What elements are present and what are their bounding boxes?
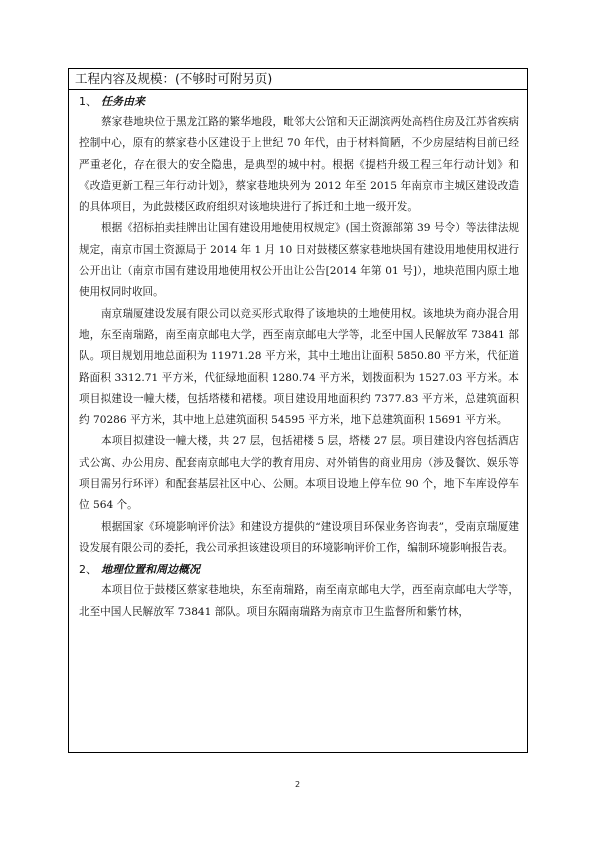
- paragraph: 蔡家巷地块位于黑龙江路的繁华地段，毗邻大公馆和天正湖滨两处高档住房及江苏省疾病控制中心，原有的蔡家巷小区建设于上世纪 70 年代，由于材料简陋，不少房屋结构目前已经严重老化，存在很大的安全隐患，是典型的城中村。根据《提档升级工程三年行动计划》和《改造更新工程三年行动计划》，蔡家巷地块列为 2012 年至 2015 年南京市主城区建设改造的具体项目，为此鼓楼区政府组织对该地块进行了拆迁和土地一级开发。: [79, 116, 519, 214]
- section-1-number: 1、: [79, 95, 97, 108]
- paragraph: 根据国家《环境影响评价法》和建设方提供的“建设项目环保业务咨询表”，受南京瑞厦建设发展有限公司的委托，我公司承担该建设项目的环境影响评价工作，编制环境影响报告表。: [79, 520, 519, 554]
- page-number: 2: [294, 780, 301, 789]
- paragraph: 本项目位于鼓楼区蔡家巷地块，东至南瑞路，南至南京邮电大学，西至南京邮电大学等，北至中国人民解放军 73841 部队。项目东隔南瑞路为南京市卫生监督所和紫竹林，: [79, 584, 519, 618]
- content-table: [68, 68, 528, 753]
- section-1-title: [79, 91, 519, 112]
- content-body: [79, 91, 519, 623]
- section-2-number: 2、: [79, 563, 97, 577]
- table-header: 工程内容及规模：(不够时可附另页): [69, 69, 527, 90]
- paragraph: 根据《招标拍卖挂牌出让国有建设用地使用权规定》(国土资源部第 39 号令）等法律法规规定，南京市国土资源局于 2014 年 1 月 10 日对鼓楼区蔡家巷地块国有建设用地使用权进行公开出让（南京市国有建设用地使用权公开出让公告[2014 年第 01 号]），地块范围内原土地使用权同时收回。: [79, 222, 519, 299]
- paragraph: 南京瑞厦建设发展有限公司以竞买形式取得了该地块的土地使用权。该地块为商办混合用地，东至南瑞路，南至南京邮电大学，西至南京邮电大学等，北至中国人民解放军 73841 部队。项目规划用地总面积为 11971.28 平方米，其中土地出让面积 5850.80 平方米，代征道路面积 3312.71 平方米，代征绿地面积 1280.74 平方米，划拨面积为 1527.03 平方米。本项目拟建设一幢大楼，包括塔楼和裙楼。项目建设用地面积约 7377.83 平方米，总建筑面积约 70286 平方米，其中地上总建筑面积 54595 平方米，地下总建筑面积 15691 平方米。: [79, 307, 519, 427]
- section-2-heading: 地理位置和周边概况: [101, 563, 200, 577]
- paragraph: 本项目拟建设一幢大楼，共 27 层，包括裙楼 5 层，塔楼 27 层。项目建设内容包括酒店式公寓、办公用房、配套南京邮电大学的教育用房、对外销售的商业用房（涉及餐饮、娱乐等项目需另行环评）和配套基层社区中心、公厕。本项目设地上停车位 90 个，地下车库设停车位 564 个。: [79, 435, 519, 512]
- section-2-title: [79, 559, 519, 580]
- section-1-heading: 任务由来: [101, 95, 145, 108]
